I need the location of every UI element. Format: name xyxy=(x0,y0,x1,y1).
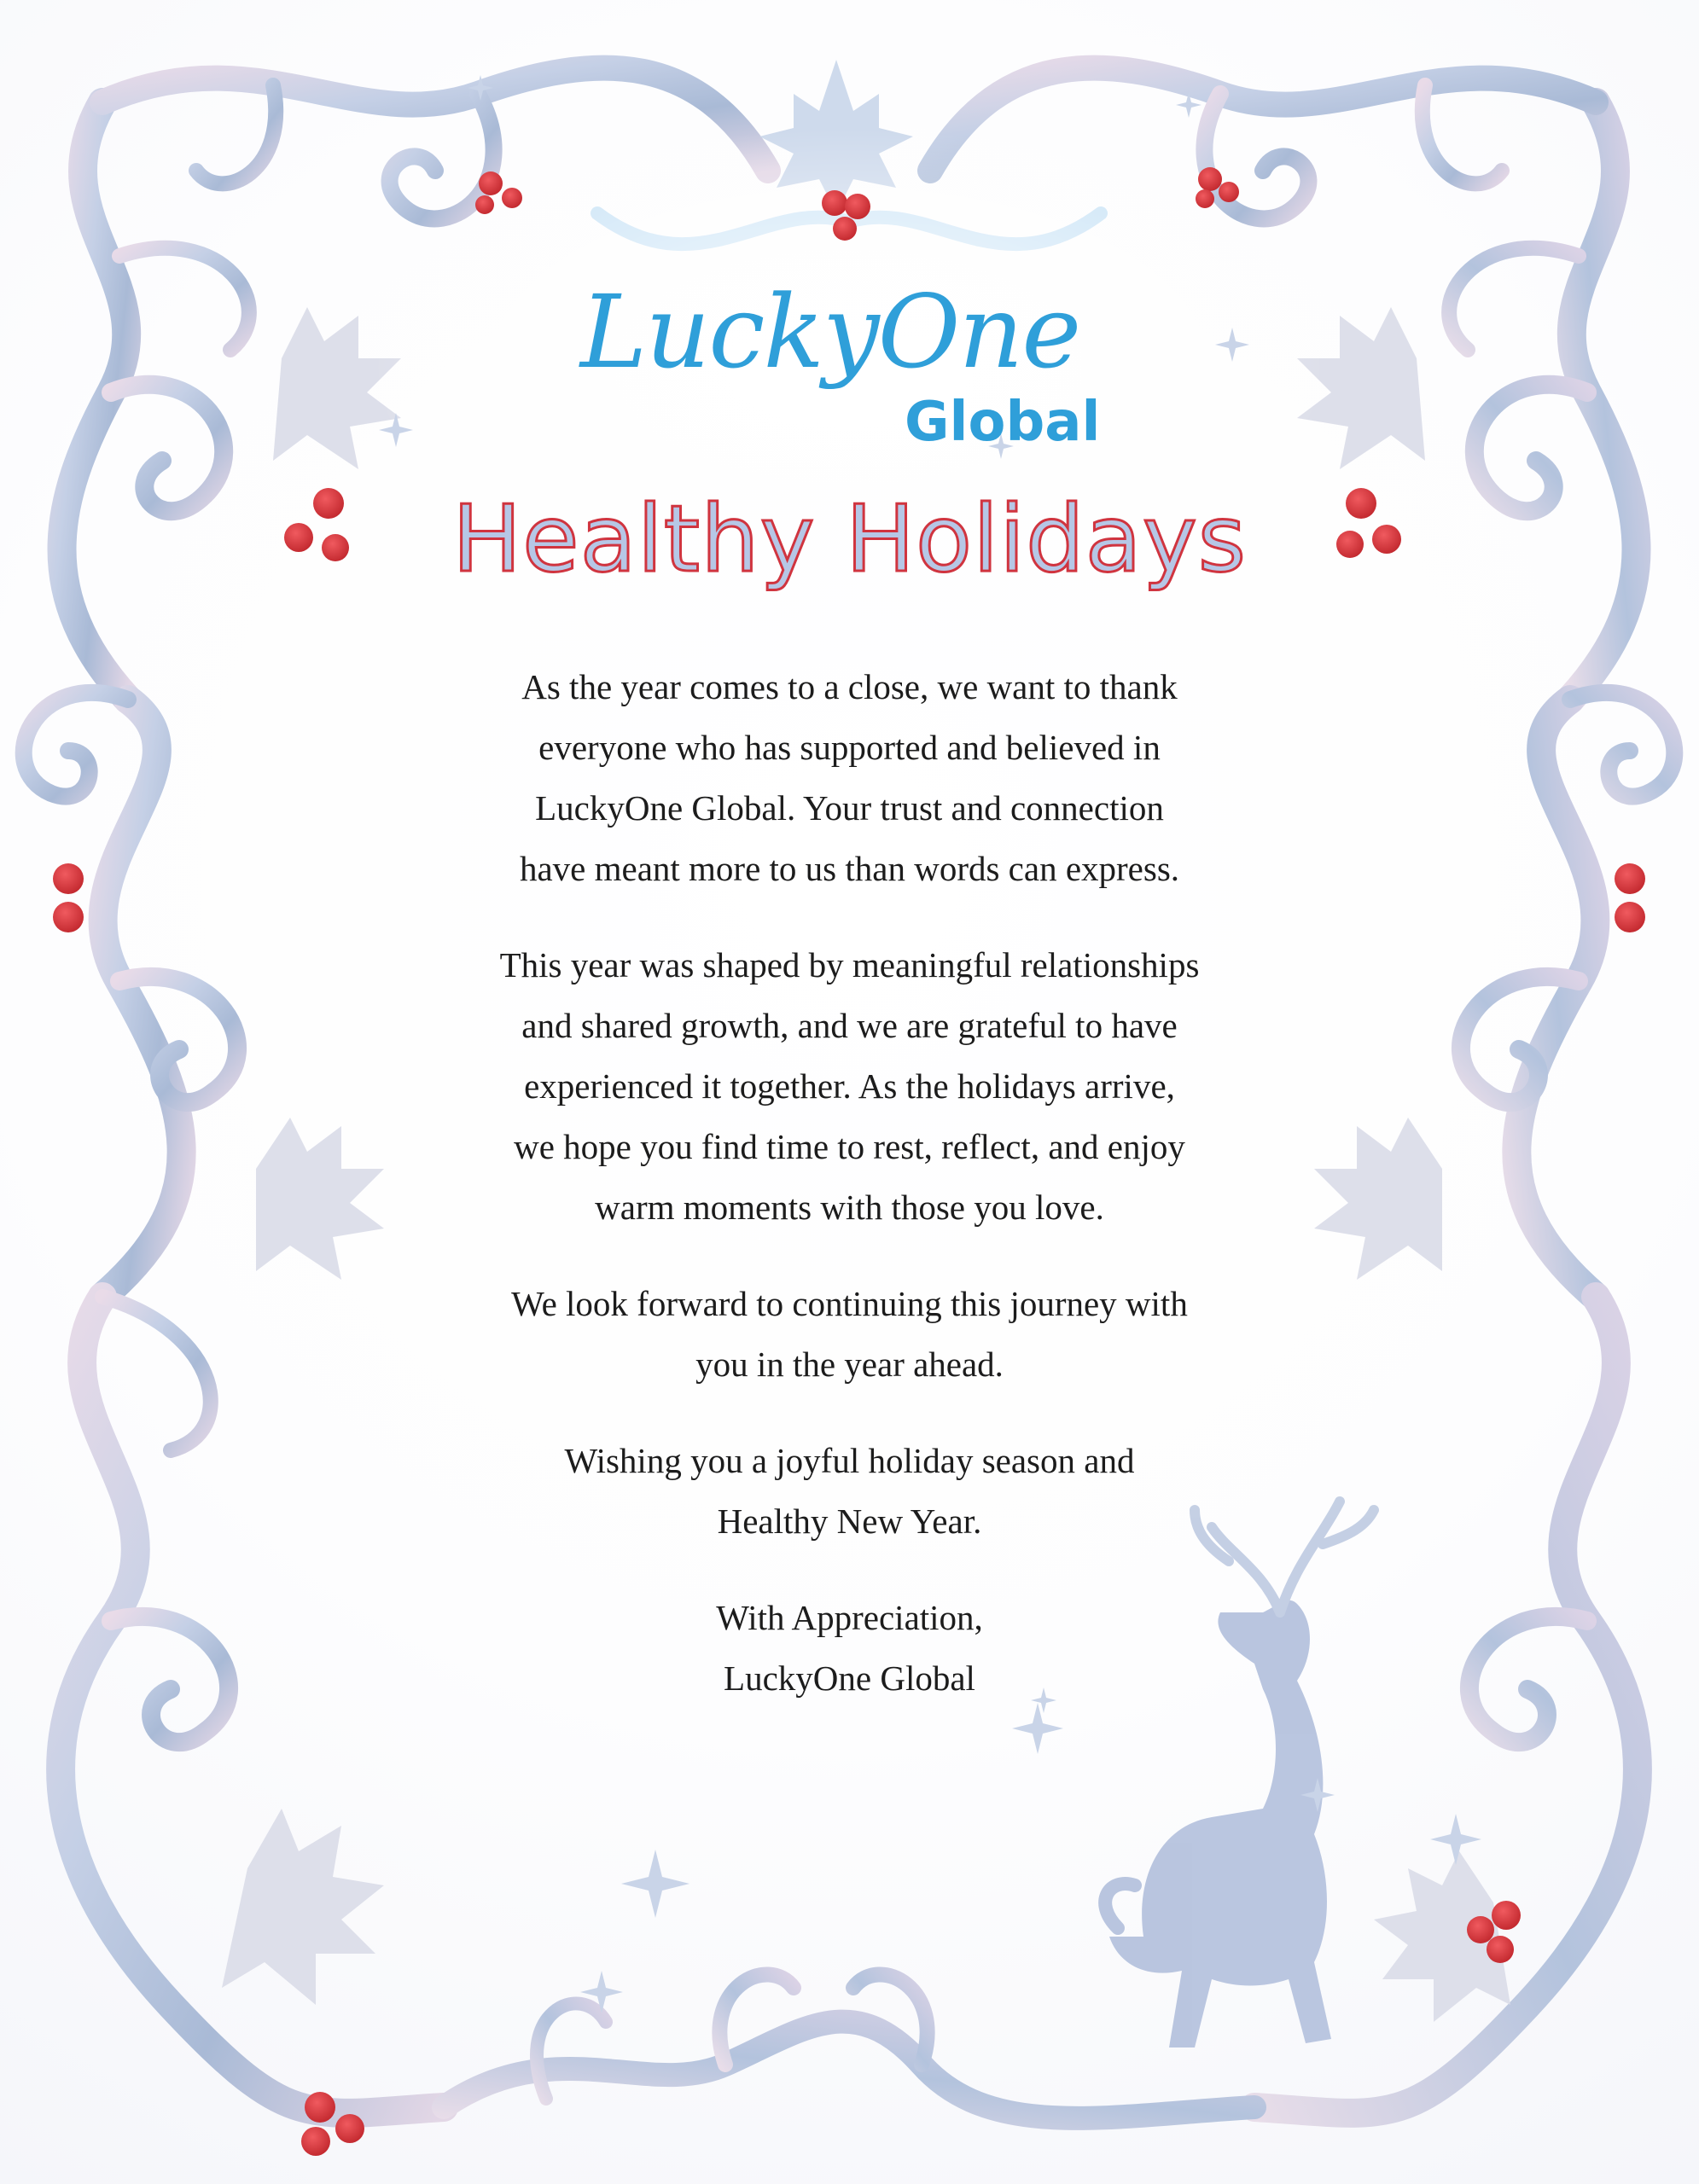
bottom-swirl-border xyxy=(444,1974,1254,2117)
letter-line: we hope you find time to rest, reflect, and enjoy xyxy=(514,1127,1185,1166)
letter-line: everyone who has supported and believed in xyxy=(538,728,1161,767)
letter-line: and shared growth, and we are grateful to have xyxy=(521,1006,1178,1045)
letter-closing xyxy=(427,1588,1272,1709)
letter-paragraph-2 xyxy=(427,935,1272,1238)
letter-paragraph-1 xyxy=(427,657,1272,899)
letter-paragraph-4 xyxy=(427,1431,1272,1552)
letter-body xyxy=(427,657,1272,1745)
letter-line: Wishing you a joyful holiday season and xyxy=(564,1441,1135,1480)
letter-line: experienced it together. As the holidays arrive, xyxy=(524,1066,1175,1106)
letter-line: Healthy New Year. xyxy=(717,1502,982,1541)
signature-line: LuckyOne Global xyxy=(724,1658,975,1698)
letter-line: warm moments with those you love. xyxy=(595,1188,1104,1227)
letter-line: This year was shaped by meaningful relationships xyxy=(499,945,1200,985)
letter-line: As the year comes to a close, we want to thank xyxy=(521,667,1178,706)
letter-paragraph-3 xyxy=(427,1274,1272,1395)
letter-line: you in the year ahead. xyxy=(695,1345,1004,1384)
page-title: Healthy Holidays xyxy=(451,486,1248,593)
logo-word-text: Global xyxy=(905,391,1101,454)
logo-script-text: LuckyOne xyxy=(580,273,1080,391)
brand-logo xyxy=(555,264,1152,478)
letter-line: We look forward to continuing this journey with xyxy=(511,1284,1188,1323)
letter-line: have meant more to us than words can express. xyxy=(519,849,1180,888)
closing-line: With Appreciation, xyxy=(716,1598,983,1637)
letter-line: LuckyOne Global. Your trust and connection xyxy=(535,788,1164,828)
